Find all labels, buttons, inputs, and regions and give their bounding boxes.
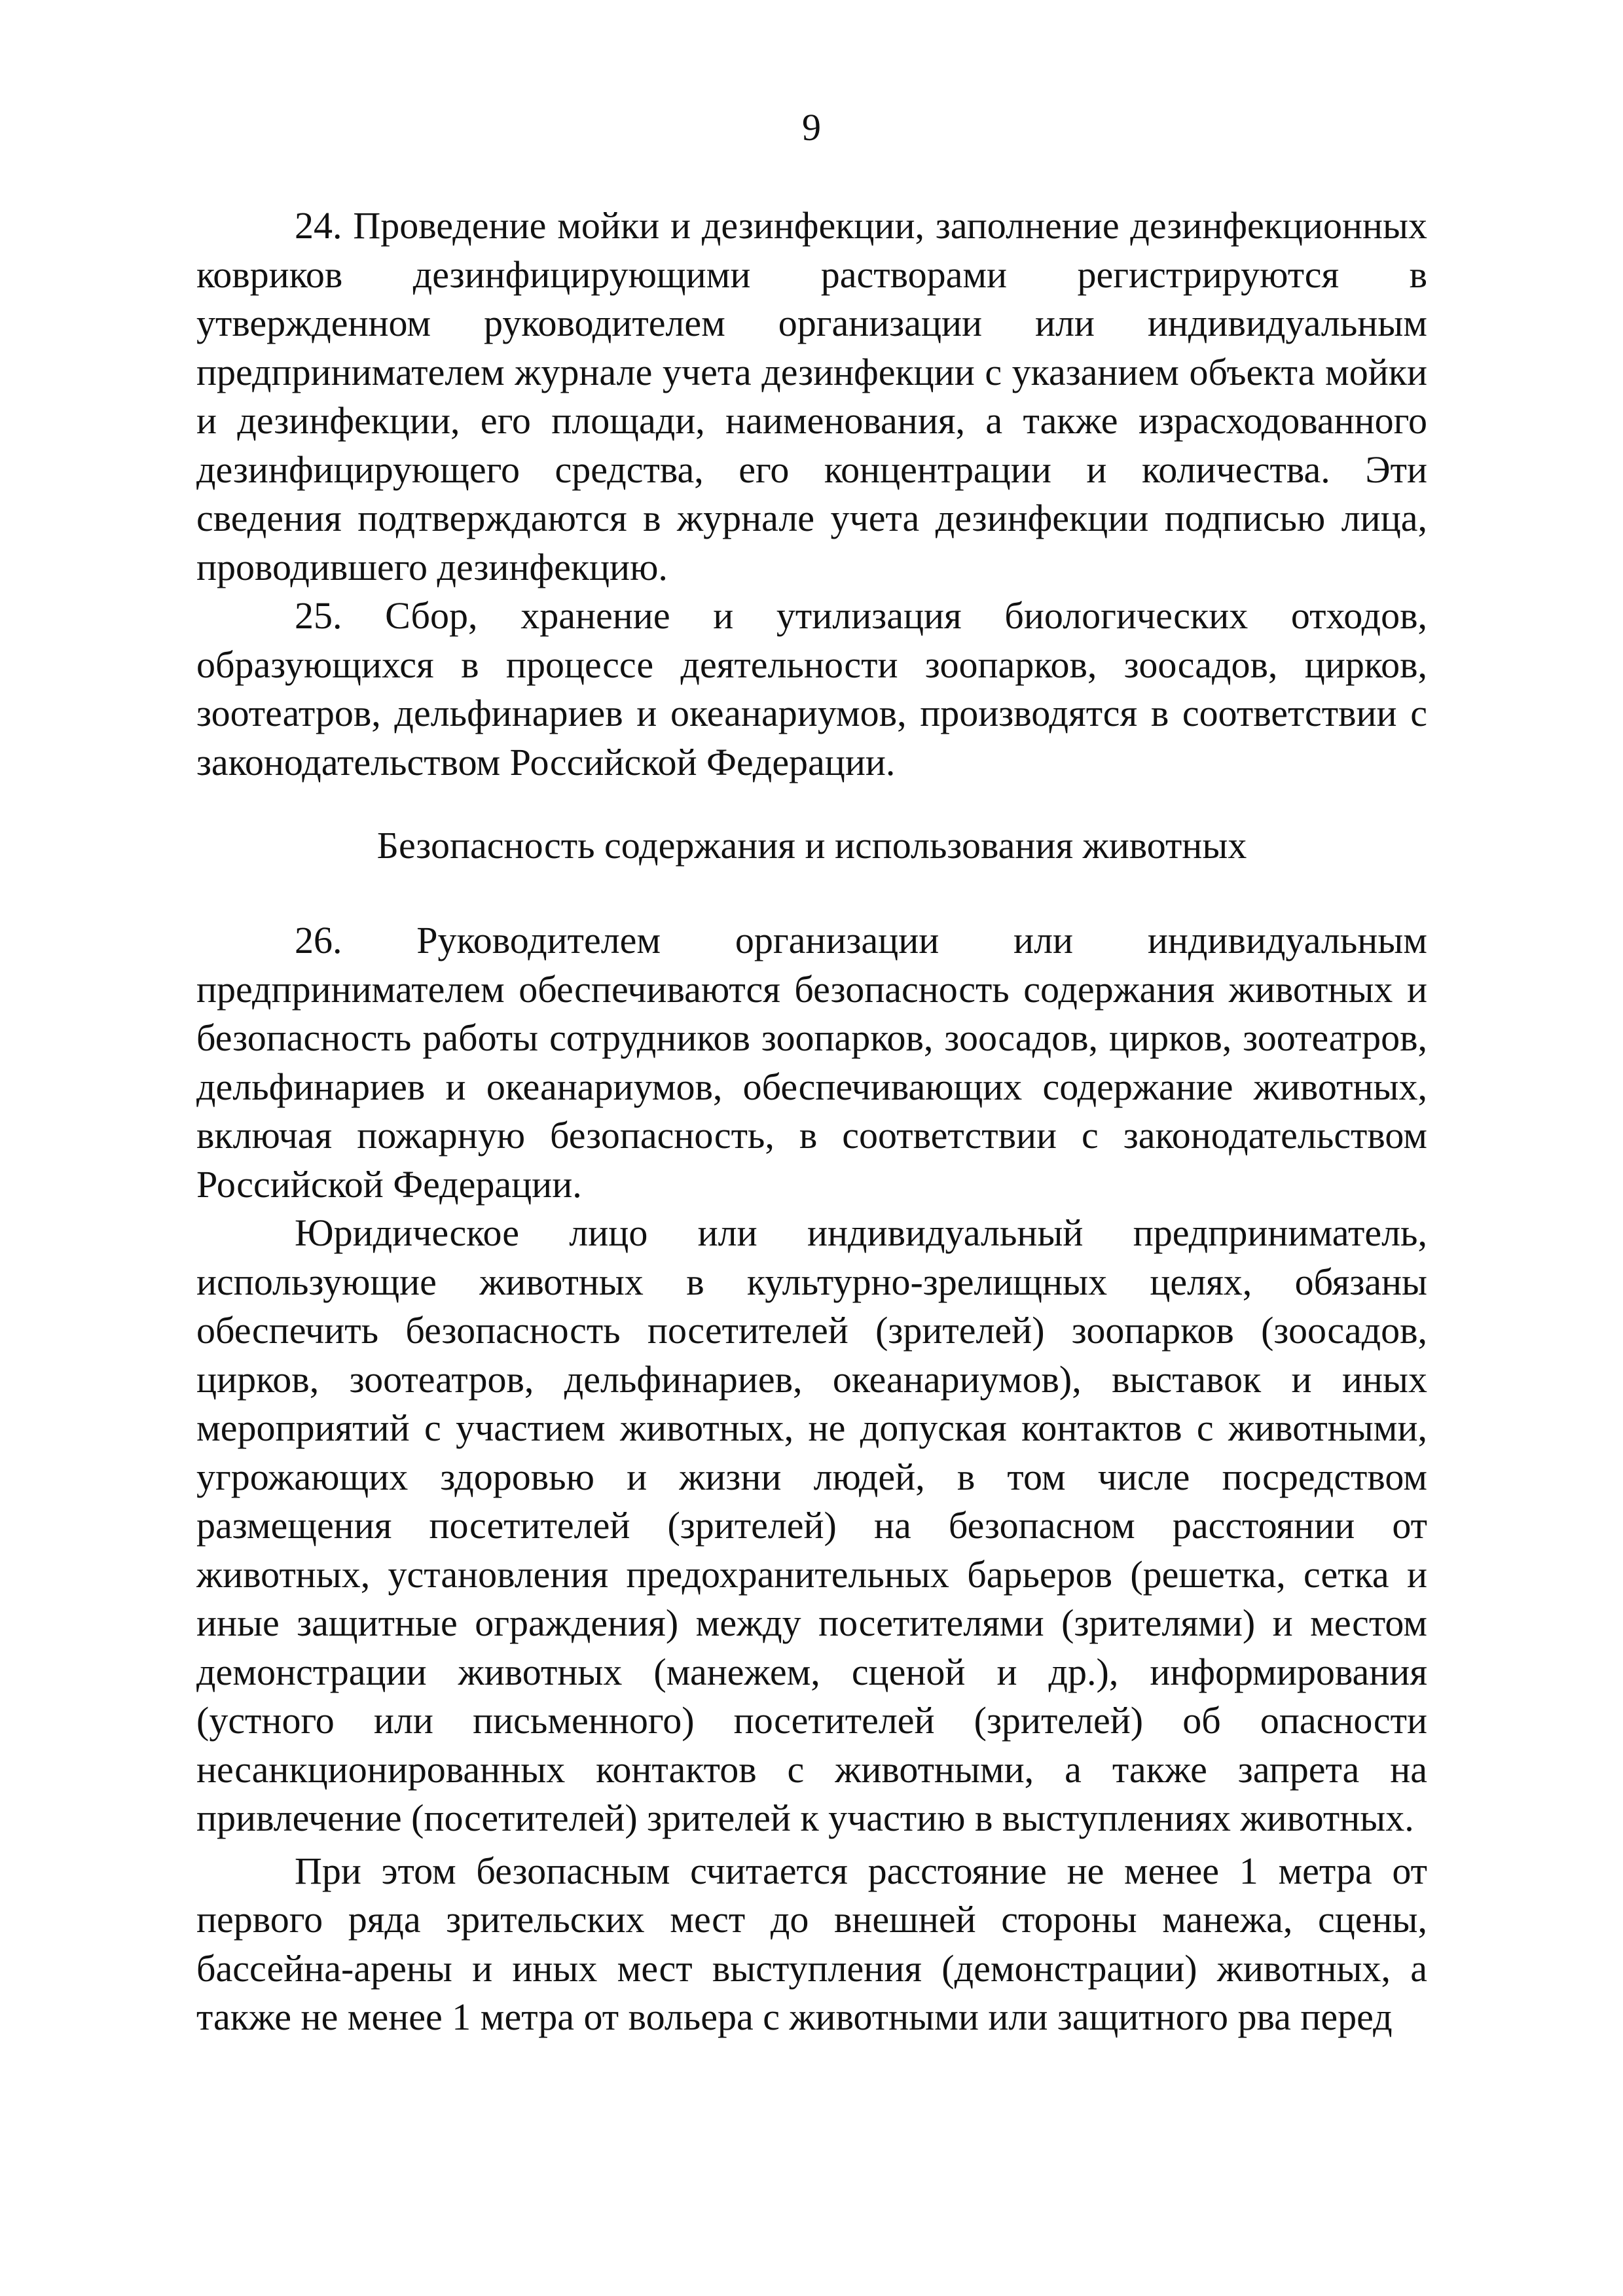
text-block-bottom bbox=[196, 916, 1427, 2042]
paragraph-24: 24. Проведение мойки и дезинфекции, заполнение дезинфекционных ковриков дезинфицирующими растворами регистрируются в утвержденном руководителем организации или индивидуальным предпринимателем журнале учета дезинфекции с указанием объекта мойки и дезинфекции, его площади, наименования, а также израсходованного дезинфицирующего средства, его концентрации и количества. Эти сведения подтверждаются в журнале учета дезинфекции подписью лица, проводившего дезинфекцию. bbox=[196, 204, 1427, 588]
paragraph-26: 26. Руководителем организации или индивидуальным предпринимателем обеспечиваются безопасность содержания животных и безопасность работы сотрудников зоопарков, зоосадов, цирков, зоотеатров, дельфинариев и океанариумов, обеспечивающих содержание животных, включая пожарную безопасность, в соответствии с законодательством Российской Федерации. bbox=[196, 919, 1427, 1206]
paragraph-25: 25. Сбор, хранение и утилизация биологических отходов, образующихся в процессе деятельности зоопарков, зоосадов, цирков, зоотеатров, дельфинариев и океанариумов, производятся в соответствии с законодательством Российской Федерации. bbox=[196, 594, 1427, 783]
section-heading: Безопасность содержания и использования животных bbox=[376, 824, 1247, 867]
paragraph-legal-entity: Юридическое лицо или индивидуальный предприниматель, использующие животных в культурно-зрелищных целях, обязаны обеспечить безопасность посетителей (зрителей) зоопарков (зоосадов, цирков, зоотеатров, дельфинариев, океанариумов), выставок и иных мероприятий с участием животных, не допуская контактов с животными, угрожающих здоровью и жизни людей, в том числе посредством размещения посетителей (зрителей) на безопасном расстоянии от животных, установления предохранительных барьеров (решетка, сетка и иные защитные ограждения) между посетителями (зрителями) и местом демонстрации животных (манежем, сценой и др.), информирования (устного или письменного) посетителей (зрителей) об опасности несанкционированных контактов с животными, а также запрета на привлечение (посетителей) зрителей к участию в выступлениях животных. bbox=[196, 1211, 1427, 1839]
paragraph-safe-distance: При этом безопасным считается расстояние не менее 1 метра от первого ряда зрительских мест до внешней стороны манежа, сцены, бассейна-арены и иных мест выступления (демонстрации) животных, а также не менее 1 метра от вольера с животными или защитного рва перед bbox=[196, 1849, 1427, 2038]
page-number: 9 bbox=[802, 106, 821, 149]
text-block-top bbox=[196, 202, 1427, 787]
